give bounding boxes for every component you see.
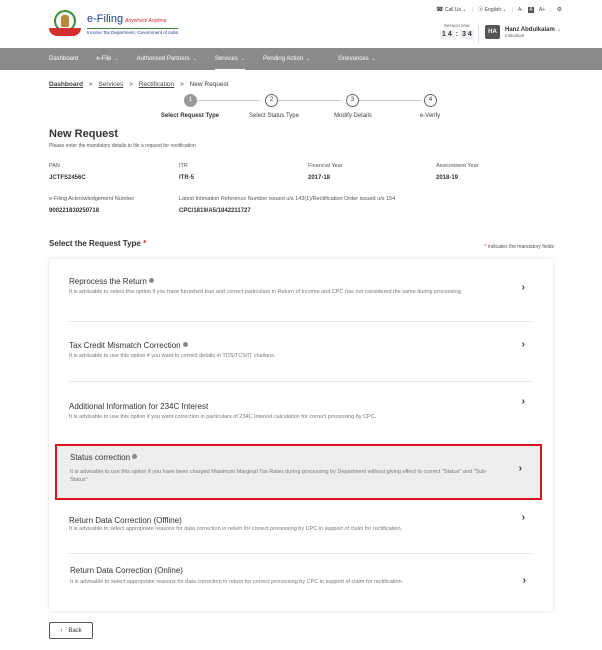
session-minutes: 1 4 — [442, 31, 452, 38]
back-button[interactable]: ‹ Back — [49, 622, 93, 639]
step-3-indicator: 3 — [346, 94, 359, 107]
breadcrumb-services[interactable]: Services — [98, 81, 124, 88]
nav-pending-action[interactable]: Pending Action ⌄ — [263, 56, 311, 62]
step-2-indicator: 2 — [265, 94, 278, 107]
divider — [478, 23, 479, 43]
option-tax-credit-mismatch[interactable]: Tax Credit Mismatch Correction It is advisable to use this option if you want to correct details in TDS/TCS/IT challans. › — [69, 339, 525, 359]
financial-year-field: Financial Year 2017-18 — [308, 163, 343, 181]
phone-icon: ☎ — [436, 7, 444, 13]
divider — [69, 553, 533, 554]
session-seconds: 3 4 — [462, 31, 472, 38]
font-increase-button[interactable]: A+ — [539, 6, 546, 13]
itr-field: ITR ITR-5 — [179, 163, 194, 181]
globe-icon: ☉ — [477, 7, 484, 13]
option-234c-interest[interactable]: Additional Information for 234C Interest It is advisable to use this option if you want correction in particulars of 234C Interest calculation for correct processing by CPC. › — [69, 396, 525, 420]
progress-stepper — [150, 93, 450, 123]
step-3-label: Modify Details — [334, 113, 372, 119]
breadcrumb-rectification[interactable]: Rectification — [138, 81, 175, 88]
main-nav — [0, 48, 602, 70]
chevron-down-icon: ⌄ — [502, 7, 507, 13]
nav-dashboard[interactable]: Dashboard — [49, 56, 79, 62]
logo-title: e-Filing — [87, 12, 124, 25]
chevron-down-icon: ⌄ — [556, 27, 562, 33]
step-connector — [197, 100, 260, 101]
nav-services[interactable]: Services ⌄ — [215, 48, 245, 70]
chevron-right-icon: › — [521, 512, 525, 523]
acknowledgement-number-field: e-Filing Acknowledgement Number 900221830250718 — [49, 196, 135, 214]
info-icon[interactable] — [132, 454, 137, 459]
assessment-year-field: Assessment Year 2018-19 — [436, 163, 479, 181]
step-4-indicator: 4 — [424, 94, 437, 107]
info-icon[interactable] — [183, 342, 188, 347]
session-timer: Session time 1 4 : 3 4 — [442, 23, 472, 38]
step-connector — [278, 100, 341, 101]
session-label: Session time — [444, 23, 470, 28]
avatar: HA — [485, 25, 500, 39]
breadcrumb-current: New Request — [189, 81, 229, 88]
breadcrumb: Dashboard > Services > Rectification > New Request — [49, 81, 229, 88]
step-4-label: e-Verify — [419, 113, 441, 119]
page-subtitle: Please enter the mandatory details to file a request for rectification — [49, 143, 196, 149]
header — [0, 0, 602, 48]
breadcrumb-dashboard[interactable]: Dashboard — [49, 81, 83, 88]
efiling-logo[interactable] — [49, 10, 178, 38]
chevron-down-icon: ⌄ — [192, 56, 197, 62]
option-return-data-offline[interactable]: Return Data Correction (Offline) It is advisable to select appropriate reasons for data correction in return for correct processing by CPC in support of claim for rectification. › — [69, 512, 525, 532]
option-return-data-online[interactable]: Return Data Correction (Online) It is advisable to select appropriate reasons for data correction in return for correct processing by CPC in support of claim for rectification. › — [70, 566, 526, 586]
user-type: Individual — [505, 33, 525, 38]
page-title: New Request — [49, 128, 119, 140]
chevron-down-icon: ⌄ — [371, 56, 376, 62]
chevron-down-icon: ⌄ — [306, 56, 311, 62]
chevron-left-icon: ‹ — [60, 627, 63, 634]
accessibility-icon[interactable]: ⚙ — [556, 7, 562, 13]
logo-subtitle: Income Tax Department, Government of India — [87, 29, 178, 35]
chevron-right-icon: › — [521, 339, 525, 350]
chevron-down-icon: ⌄ — [240, 56, 246, 62]
user-name: Hanz Abdulkalam — [505, 27, 555, 33]
chevron-down-icon: ⌄ — [114, 56, 119, 62]
step-connector — [359, 100, 422, 101]
chevron-right-icon: › — [522, 575, 526, 586]
divider — [69, 381, 533, 382]
step-1-label: Select Request Type — [160, 113, 220, 119]
font-default-button[interactable]: A — [529, 6, 533, 13]
nav-grievances[interactable]: Grievances ⌄ — [338, 56, 376, 62]
step-1-indicator: 1 — [184, 94, 197, 107]
option-status-correction[interactable]: Status correction It is advisable to use this option if you have been charged Maximum Marginal Tax Rates during processing by Department without giving effect to correct "Status" and "Sub-Status" › — [70, 453, 522, 483]
font-decrease-button[interactable]: A- — [518, 6, 524, 13]
call-us-link[interactable]: ☎ Call Us ⌄ — [436, 7, 467, 13]
top-links: ☎ Call Us ⌄ | ☉ English ⌄ | A- A A+ | ⚙ — [436, 6, 562, 13]
logo-tagline: Anywhere Anytime — [125, 17, 167, 24]
chevron-down-icon: ⌄ — [462, 7, 467, 13]
emblem-icon — [49, 10, 81, 38]
chevron-right-icon: › — [521, 396, 525, 407]
user-menu[interactable] — [485, 25, 562, 39]
required-asterisk: * — [143, 239, 147, 248]
language-select[interactable]: ☉ English ⌄ — [477, 7, 507, 13]
nav-efile[interactable]: e-File ⌄ — [96, 56, 119, 62]
nav-authorised-partners[interactable]: Authorised Partners ⌄ — [136, 56, 197, 62]
request-type-card — [49, 259, 553, 611]
option-reprocess-return[interactable]: Reprocess the Return It is advisable to select this option if you have furnished true and correct particulars in Return of Income and CPC has not considered the same during processing. › — [69, 277, 525, 295]
intimation-reference-field: Latest Intimation Reference Number issued u/s 143(1)/Rectification Order issued u/s 154 CPC/1819/A5/1842211727 — [179, 196, 396, 214]
pan-field: PAN JCTFS2456C — [49, 163, 86, 181]
step-2-label: Select Status Type — [249, 113, 299, 119]
chevron-right-icon: › — [518, 463, 522, 474]
mandatory-note: * indicates the mandatory fields — [484, 244, 554, 250]
section-title: Select the Request Type * — [49, 239, 147, 248]
divider — [69, 321, 533, 322]
chevron-right-icon: › — [521, 282, 525, 293]
info-icon[interactable] — [149, 278, 154, 283]
